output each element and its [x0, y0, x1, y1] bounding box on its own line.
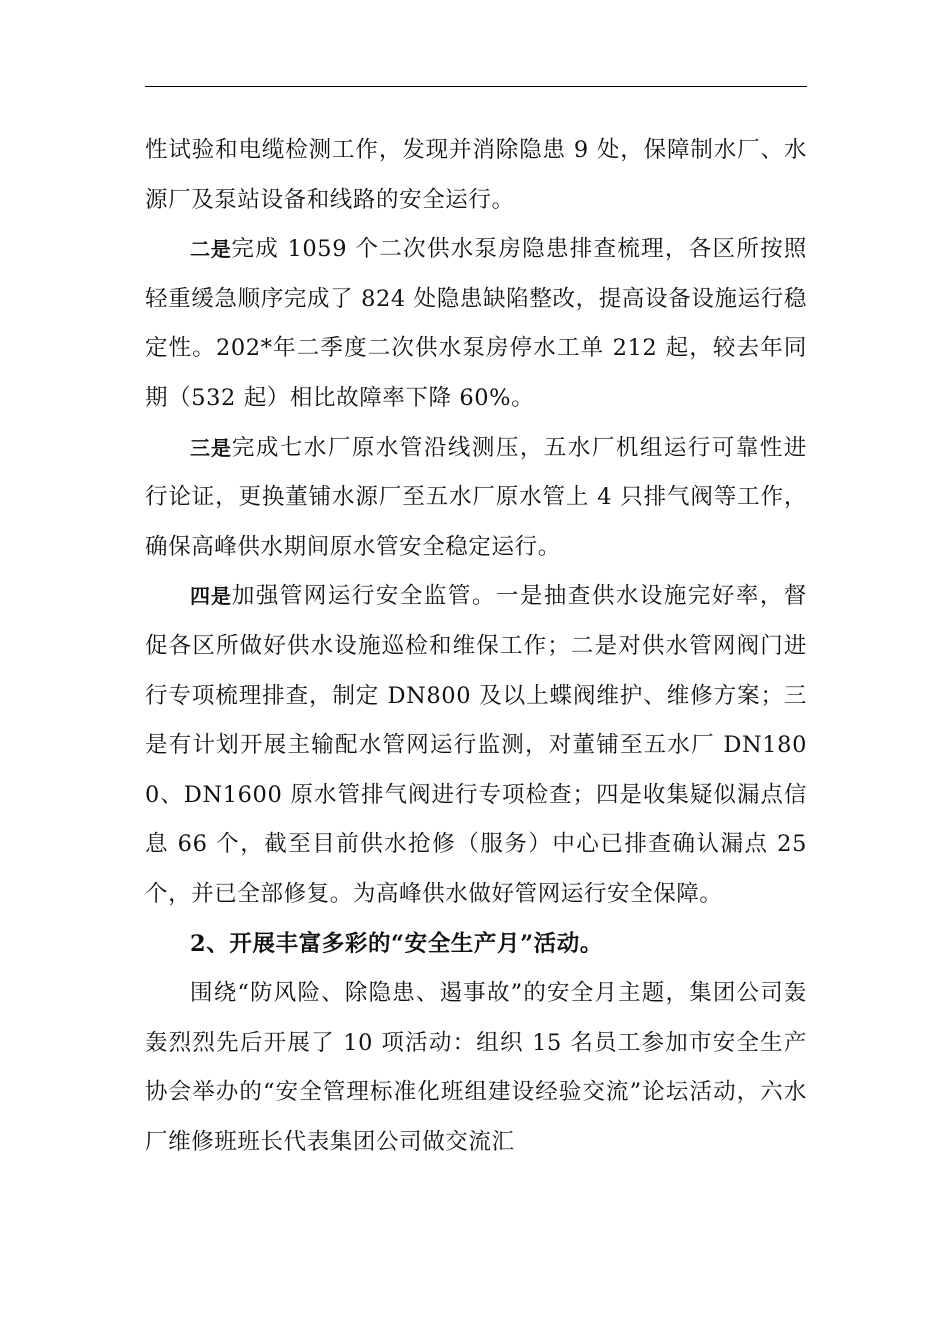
paragraph-continuation	[145, 126, 807, 225]
paragraph-item-four	[145, 572, 807, 919]
paragraph-text: 性试验和电缆检测工作，发现并消除隐患 9 处，保障制水厂、水源厂及泵站设备和线路的安全运行。	[145, 137, 807, 213]
paragraph-text: 完成 1059 个二次供水泵房隐患排查梳理，各区所按照轻重缓急顺序完成了 824 处隐患缺陷整改，提高设备设施运行稳定性。202*年二季度二次供水泵房停水工单 212 起，较去年同期（532 起）相比故障率下降 60%。	[145, 236, 808, 411]
paragraph-text: 完成七水厂原水管沿线测压，五水厂机组运行可靠性进行论证，更换董铺水源厂至五水厂原水管上 4 只排气阀等工作，确保高峰供水期间原水管安全稳定运行。	[145, 434, 807, 560]
paragraph-text: 加强管网运行安全监管。一是抽查供水设施完好率，督促各区所做好供水设施巡检和维保工作；二是对供水管网阀门进行专项梳理排查，制定 DN800 及以上蝶阀维护、维修方案；三是有计划开展主输配水管网运行监测，对董铺至五水厂 DN1800、DN1600 原水管排气阀进行专项检查；四是收集疑似漏点信息 66 个，截至目前供水抢修（服务）中心已排查确认漏点 25 个，并已全部修复。为高峰供水做好管网运行安全保障。	[145, 583, 807, 907]
section-paragraph: 围绕“防风险、除隐患、遏事故”的安全月主题，集团公司轰轰烈烈先后开展了 10 项活动：组织 15 名员工参加市安全生产协会举办的“安全管理标准化班组建设经验交流”论坛活动，六水厂维修班班长代表集团公司做交流汇	[145, 980, 807, 1155]
paragraph-item-three	[145, 424, 807, 573]
section-heading: 2、开展丰富多彩的“安全生产月”活动。	[190, 930, 603, 957]
document-body	[145, 126, 807, 1167]
header-rule	[145, 86, 807, 87]
paragraph-lead: 三是	[190, 435, 232, 460]
paragraph-lead: 四是	[190, 584, 232, 609]
paragraph-item-two	[145, 225, 807, 423]
paragraph-lead: 二是	[190, 237, 232, 262]
